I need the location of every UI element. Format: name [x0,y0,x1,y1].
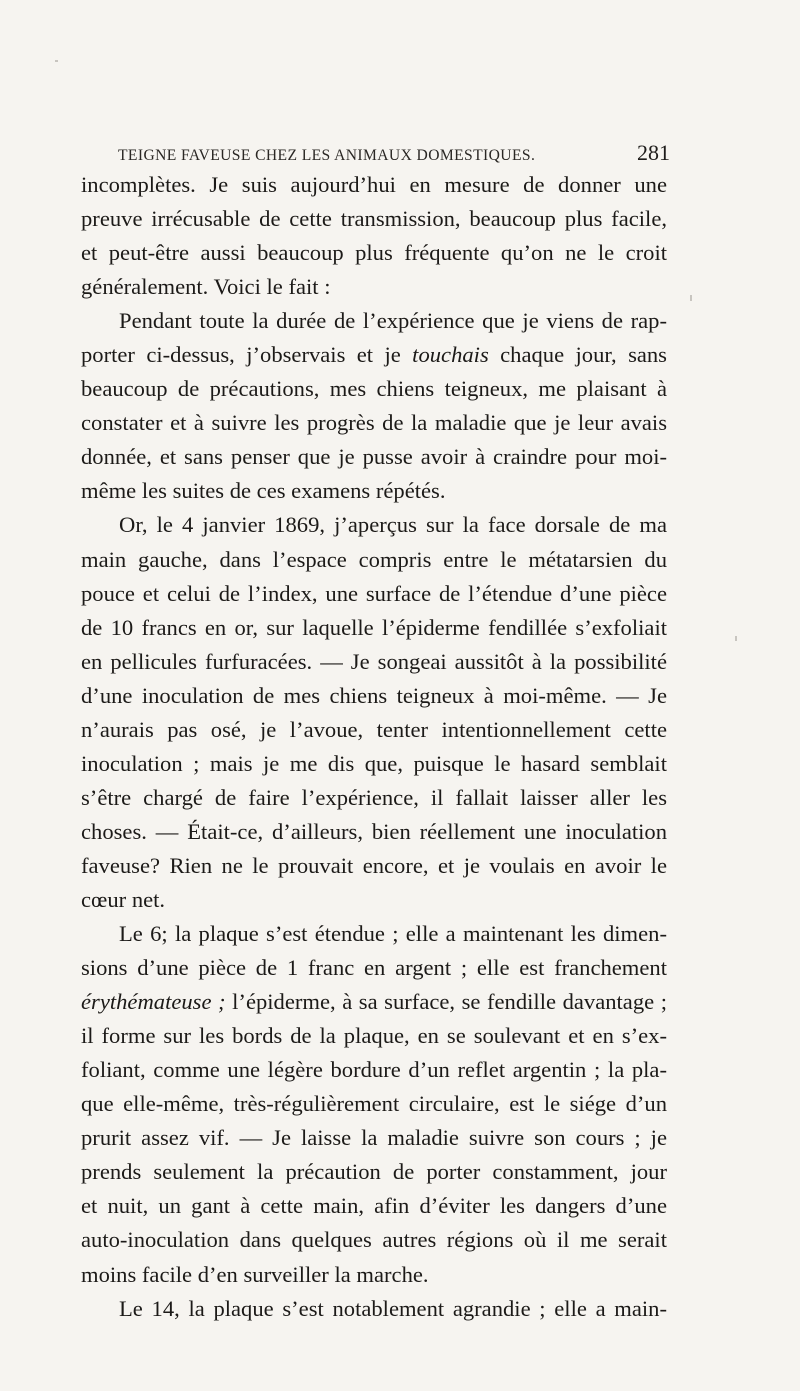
text-line: donnée, et sans penser que je pusse avoir à craindre pour moi- [81,444,667,470]
text-line: prends seulement la précaution de porter constamment, jour [81,1159,667,1185]
text-line: prurit assez vif. — Je laisse la maladie suivre son cours ; je [81,1125,667,1151]
text-line: et nuit, un gant à cette main, afin d’éviter les dangers d’une [81,1193,667,1219]
text-line: faveuse? Rien ne le prouvait encore, et je voulais en avoir le [81,852,667,878]
text-line: n’aurais pas osé, je l’avoue, tenter intentionnellement cette [81,716,667,742]
page-header [118,140,670,166]
text-line: que elle-même, très-régulièrement circulaire, est le siége d’un [81,1091,667,1117]
text-line: pouce et celui de l’index, une surface de l’étendue d’une pièce [81,580,667,606]
text-line: et peut-être aussi beaucoup plus fréquente qu’on ne le croit [81,240,667,266]
text-line: main gauche, dans l’espace compris entre le métatarsien du [81,546,667,572]
line-segment: porter ci-dessus, j’observais et je [81,342,413,368]
paper-speck [690,295,692,301]
text-line: il forme sur les bords de la plaque, en se soulevant et en s’ex- [81,1023,667,1049]
text-line: d’une inoculation de mes chiens teigneux à moi-même. — Je [81,682,667,708]
text-line: sions d’une pièce de 1 franc en argent ; elle est franchement [81,955,667,981]
page-number: 281 [637,140,670,165]
text-line: Pendant toute la durée de l’expérience que je viens de rap- [119,308,667,334]
text-line [81,985,667,1019]
paper-speck [735,636,737,641]
text-line: en pellicules furfuracées. — Je songeai aussitôt à la possibilité [81,648,667,674]
text-line: de 10 francs en or, sur laquelle l’épiderme fendillée s’exfoliait [81,614,667,640]
text-line: auto-inoculation dans quelques autres régions où il me serait [81,1227,667,1253]
text-line: choses. — Était-ce, d’ailleurs, bien réellement une inoculation [81,818,667,844]
text-line: généralement. Voici le fait : [81,274,331,300]
text-line: constater et à suivre les progrès de la maladie que je leur avais [81,410,667,436]
line-segment: l’épiderme, à sa surface, se fendille davantage ; [225,989,667,1015]
italic-word: érythémateuse ; [81,989,226,1015]
text-line: Or, le 4 janvier 1869, j’aperçus sur la face dorsale de ma [119,512,667,538]
italic-word: touchais [412,342,489,368]
text-line: foliant, comme une légère bordure d’un reflet argentin ; la pla- [81,1057,667,1083]
text-line [81,338,667,372]
text-line: même les suites de ces examens répétés. [81,478,446,504]
text-line: beaucoup de précautions, mes chiens teigneux, me plaisant à [81,376,667,402]
text-line: incomplètes. Je suis aujourd’hui en mesure de donner une [81,172,667,197]
paper-speck [55,60,58,62]
line-segment: chaque jour, sans [488,342,667,368]
text-line: Le 6; la plaque s’est étendue ; elle a maintenant les dimen- [119,921,667,947]
text-line: preuve irrécusable de cette transmission, beaucoup plus facile, [81,206,667,232]
text-line: s’être chargé de faire l’expérience, il fallait laisser aller les [81,784,667,810]
text-line: cœur net. [81,886,166,912]
body-text [81,168,667,1326]
text-line: inoculation ; mais je me dis que, puisque le hasard semblait [81,750,667,776]
running-head: TEIGNE FAVEUSE CHEZ LES ANIMAUX DOMESTIQUES. [118,147,536,164]
text-line: Le 14, la plaque s’est notablement agrandie ; elle a main- [119,1295,667,1321]
text-line: moins facile d’en surveiller la marche. [81,1261,429,1287]
